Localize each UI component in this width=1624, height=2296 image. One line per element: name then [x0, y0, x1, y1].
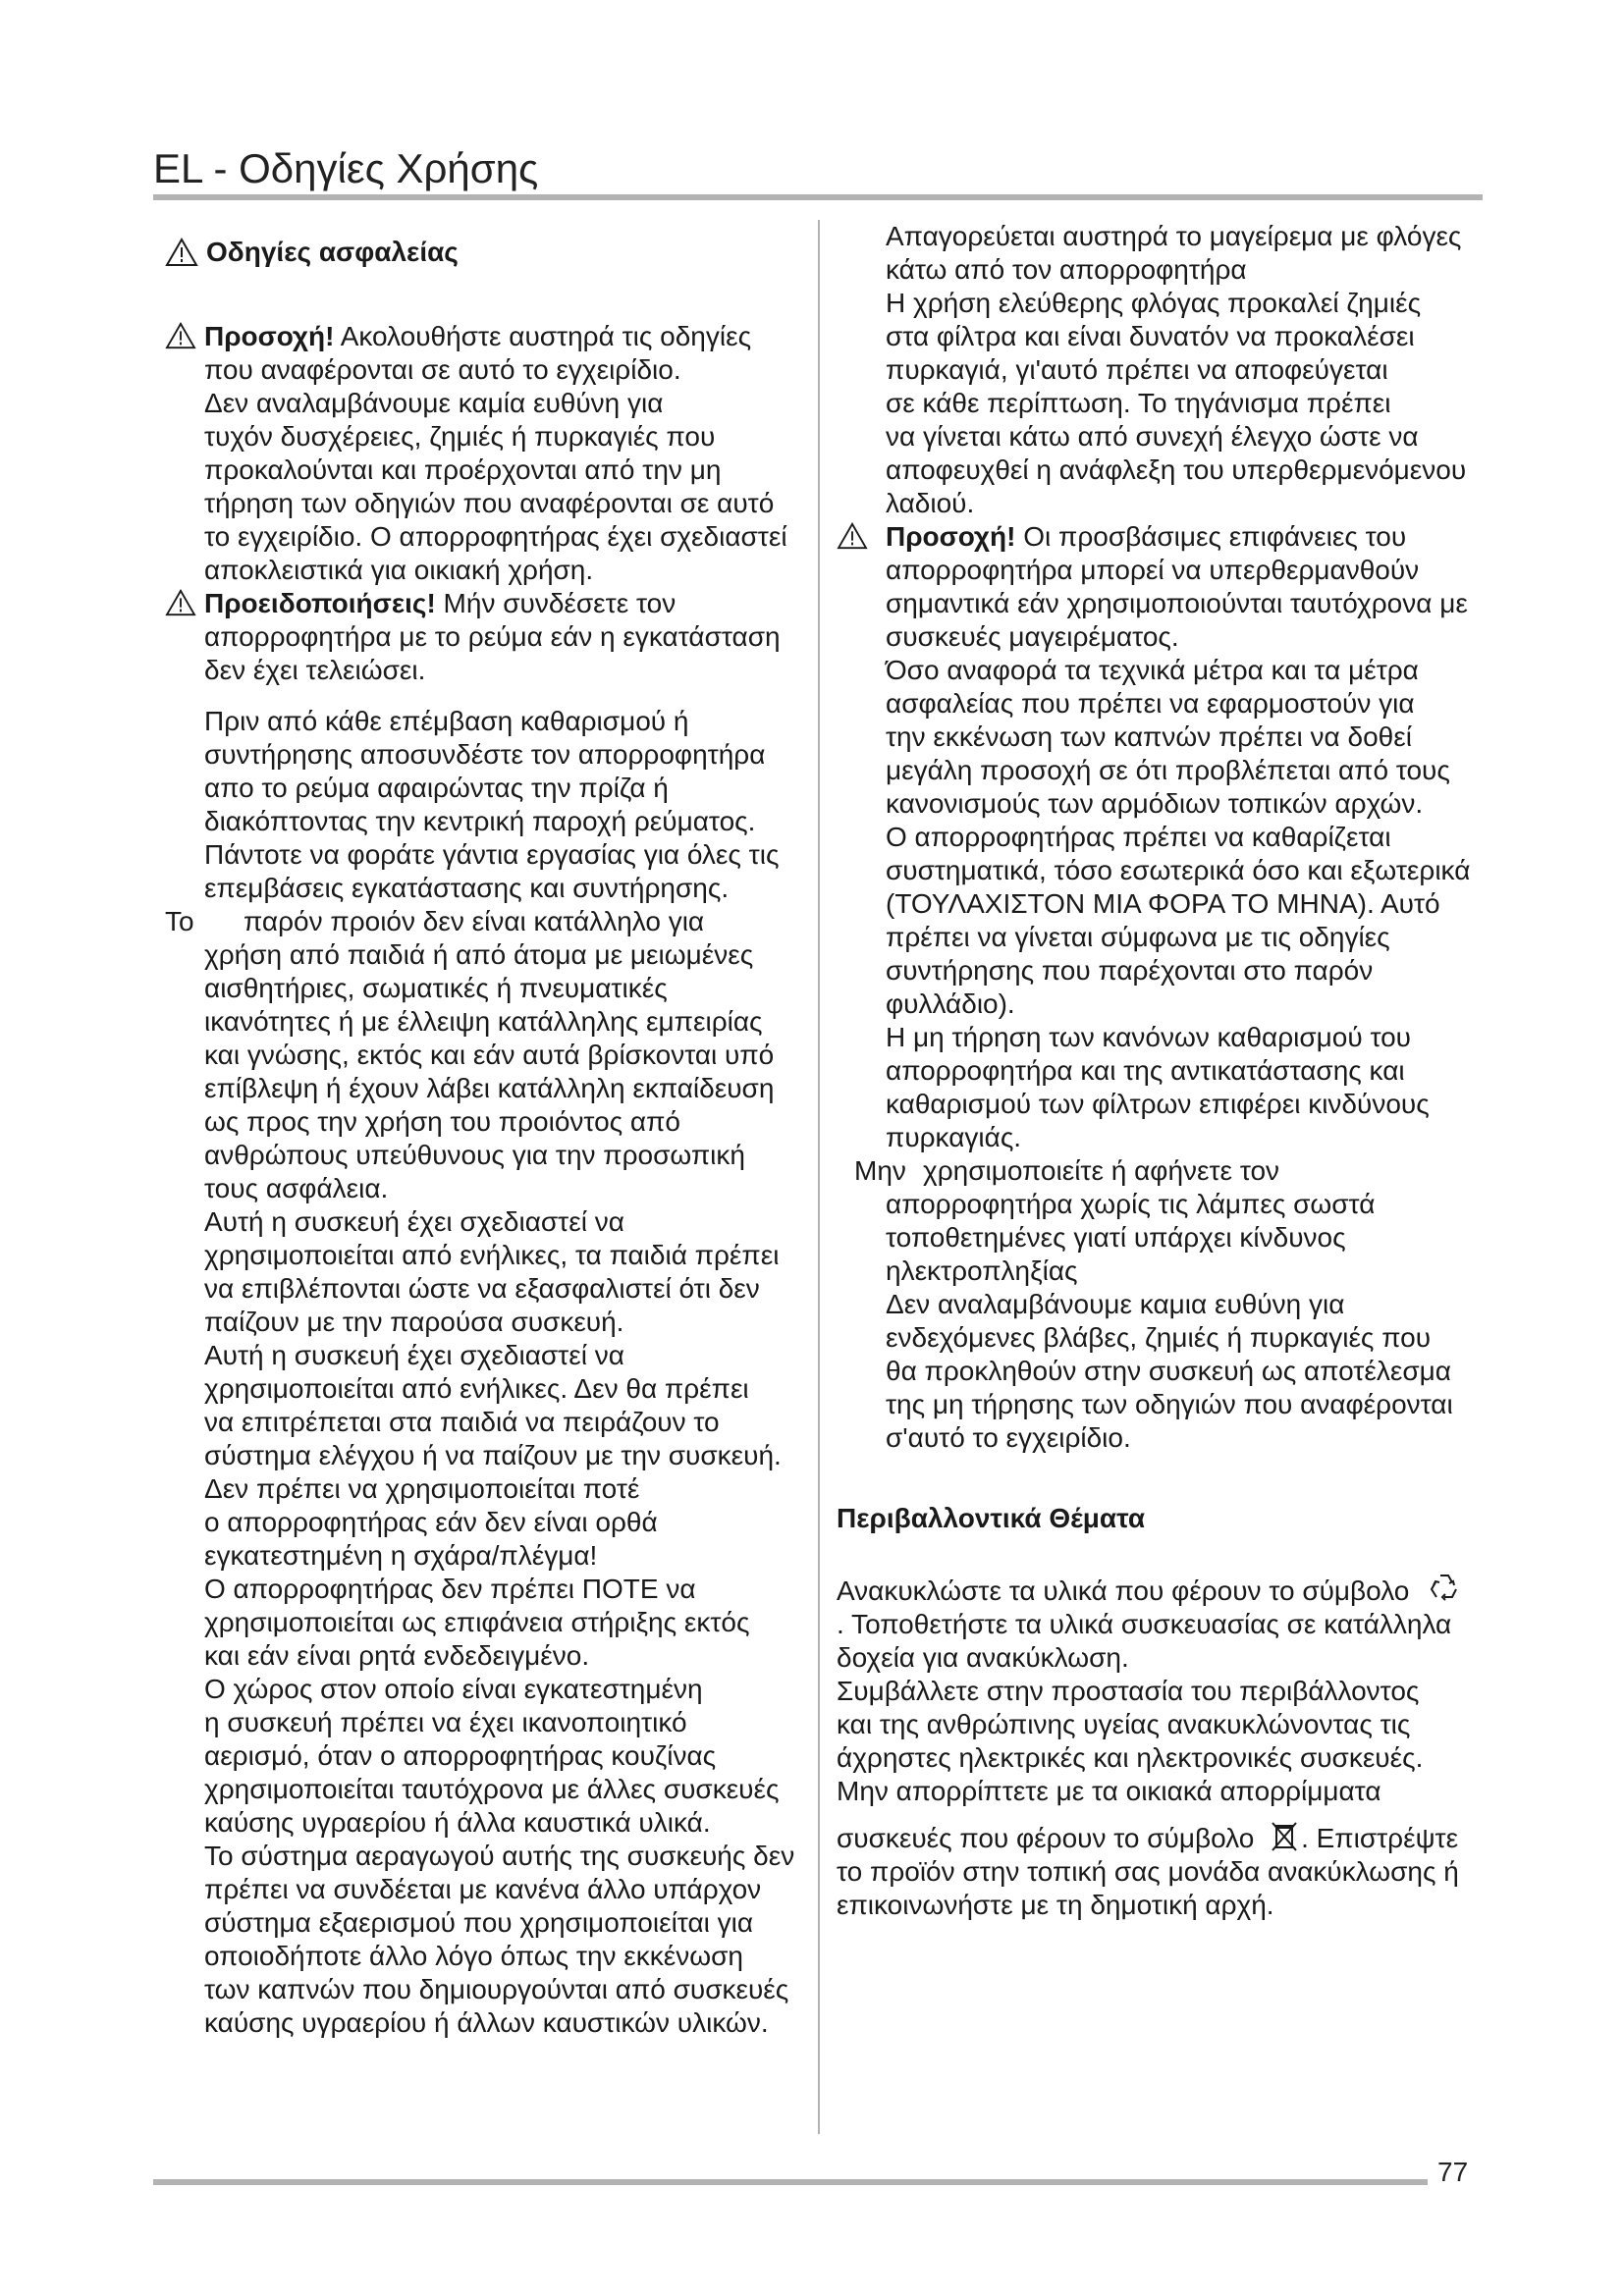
- text-line: και εάν είναι ρητά ενδεδειγμένο.: [204, 1640, 590, 1671]
- text-line: σύστημα εξαερισμού που χρησιμοποιείται για: [204, 1907, 754, 1938]
- text-line: κάτω από τον απορροφητήρα: [886, 254, 1247, 285]
- warning-label: Προειδοποιήσεις!: [204, 588, 436, 618]
- footer-rule: [153, 2179, 1428, 2185]
- text-line: να γίνεται κάτω από συνεχή έλεγχο ώστε να: [886, 421, 1419, 452]
- text-line: φυλλάδιο).: [886, 988, 1015, 1019]
- text-line: . Επιστρέψτε: [1301, 1823, 1459, 1853]
- text-line: χρησιμοποιείται από ενήλικες, τα παιδιά πρέπει: [204, 1240, 780, 1270]
- text-line: τους ασφάλεια.: [204, 1173, 389, 1203]
- text-line: απορροφητήρα χωρίς τις λάμπες σωστά: [886, 1189, 1376, 1219]
- text-line: σύστημα ελέγχου ή να παίζουν με την συσκευή.: [204, 1440, 782, 1470]
- environment-section-title: Περιβαλλοντικά Θέματα: [837, 1503, 1146, 1533]
- text-line: απορροφητήρα μπορεί να υπερθερμανθούν: [886, 555, 1420, 585]
- text-line: Η μη τήρηση των κανόνων καθαρισμού του: [886, 1022, 1411, 1052]
- text-line: απορροφητήρα με το ρεύμα εάν η εγκατάσταση: [204, 621, 781, 652]
- text-line: εγκατεστημένη η σχάρα/πλέγμα!: [204, 1540, 598, 1571]
- text-line: συσκευές που φέρουν το σύμβολο: [837, 1823, 1255, 1853]
- text-word: Μην: [854, 1155, 906, 1186]
- text-line: την εκκένωση των καπνών πρέπει να δοθεί: [886, 721, 1412, 752]
- text-line: τοποθετημένες γιατί υπάρχει κίνδυνος: [886, 1222, 1346, 1253]
- text-line: απορροφητήρα και της αντικατάστασης και: [886, 1055, 1405, 1086]
- text-line: Ο απορροφητήρας δεν πρέπει ΠΟΤΕ να: [204, 1574, 696, 1604]
- text-line: επεμβάσεις εγκατάστασης και συντήρησης.: [204, 873, 730, 903]
- paragraph: [837, 821, 1485, 1021]
- text-line: να επιτρέπεται στα παιδιά να πειράζουν το: [204, 1407, 720, 1437]
- text-line: των καπνών που δημιουργούνται από συσκευές: [204, 1974, 789, 2004]
- text-line: Μήν συνδέσετε τον: [435, 588, 677, 618]
- text-line: Πριν από κάθε επέμβαση καθαρισμού ή: [204, 706, 689, 736]
- text-line: ηλεκτροπληξίας: [886, 1255, 1078, 1286]
- paragraph: [837, 287, 1485, 520]
- paragraph: [165, 1472, 801, 1573]
- text-line: Πάντοτε να φοράτε γάντια εργασίας για όλες τις: [204, 839, 780, 870]
- paragraph: [837, 1288, 1485, 1455]
- text-line: Ο απορροφητήρας πρέπει να καθαρίζεται: [886, 822, 1391, 852]
- text-line: παίζουν με την παρούσα συσκευή.: [204, 1307, 624, 1337]
- text-line: μεγάλη προσοχή σε ότι προβλέπεται από τους: [886, 755, 1450, 785]
- text-line: συντήρησης αποσυνδέστε τον απορροφητήρα: [204, 739, 766, 770]
- text-line: αποφευχθεί η ανάφλεξη του υπερθερμενόμενου: [886, 454, 1467, 485]
- text-line: συστηματικά, τόσο εσωτερικά όσο και εξωτερικά: [886, 855, 1471, 885]
- text-line: σ'αυτό το εγχειρίδιο.: [886, 1422, 1131, 1453]
- text-line: σε κάθε περίπτωση. Το τηγάνισμα πρέπει: [886, 388, 1391, 418]
- warning-paragraph: [165, 587, 801, 687]
- text-line: Αυτή η συσκευή έχει σχεδιαστεί να: [204, 1206, 624, 1237]
- text-line: Οι προσβάσιμες επιφάνειες του: [1015, 521, 1407, 552]
- text-line: τυχόν δυσχέρειες, ζημιές ή πυρκαγιές που: [204, 421, 716, 452]
- text-line: αερισμό, όταν ο απορροφητήρας κουζίνας: [204, 1740, 717, 1771]
- text-line: Συμβάλλετε στην προστασία του περιβάλλοντος: [837, 1676, 1420, 1706]
- text-line: να επιβλέπονται ώστε να εξασφαλιστεί ότι δεν: [204, 1273, 760, 1304]
- text-line: κανονισμούς των αρμόδιων τοπικών αρχών.: [886, 788, 1424, 819]
- right-column: [837, 220, 1485, 1922]
- text-line: λαδιού.: [886, 488, 975, 518]
- paragraph: [165, 1339, 801, 1472]
- paragraph: [837, 1021, 1485, 1154]
- text-line: χρησιμοποιείται από ενήλικες. Δεν θα πρέπει: [204, 1373, 749, 1404]
- text-line: και γνώσης, εκτός και εάν αυτά βρίσκονται υπό: [204, 1040, 775, 1070]
- safety-section-title: [165, 236, 801, 269]
- paragraph: [165, 905, 801, 1205]
- text-line: οποιοδήποτε άλλο λόγο όπως την εκκένωση: [204, 1941, 743, 1971]
- crossed-bin-icon: [1270, 1820, 1299, 1853]
- warning-label: Προσοχή!: [204, 321, 335, 351]
- text-line: Αυτή η συσκευή έχει σχεδιαστεί να: [204, 1340, 624, 1370]
- paragraph: [837, 1154, 1485, 1288]
- paragraph: [165, 1205, 801, 1339]
- text-line: η συσκευή πρέπει να έχει ικανοποιητικό: [204, 1707, 687, 1737]
- text-line: τήρηση των οδηγιών που αναφέρονται σε αυτό: [204, 488, 775, 518]
- text-line: σημαντικά εάν χρησιμοποιούνται ταυτόχρονα με: [886, 588, 1468, 618]
- text-word: Το: [165, 906, 194, 936]
- text-line: και της ανθρώπινης υγείας ανακυκλώνοντας τις: [837, 1709, 1411, 1739]
- text-line: Μην απορρίπτετε με τα οικιακά απορρίμματα: [837, 1776, 1381, 1806]
- text-line: Το σύστημα αεραγωγού αυτής της συσκευής δεν: [204, 1841, 795, 1871]
- text-line: ο απορροφητήρας εάν δεν είναι ορθά: [204, 1507, 658, 1537]
- text-line: πυρκαγιάς.: [886, 1122, 1022, 1152]
- text-line: ανθρώπους υπεύθυνους για την προσωπική: [204, 1140, 745, 1170]
- text-line: που αναφέρονται σε αυτό το εγχειρίδιο.: [204, 354, 681, 385]
- warning-label: Προσοχή!: [886, 521, 1016, 552]
- text-line: χρήση από παιδιά ή από άτομα με μειωμένες: [204, 939, 754, 970]
- text-line: ως προς την χρήση του προιόντος από: [204, 1106, 680, 1137]
- text-line: αποκλειστικά για οικιακή χρήση.: [204, 555, 594, 585]
- text-line: Ανακυκλώστε τα υλικά που φέρουν το σύμβολο: [837, 1575, 1410, 1606]
- text-line: επίβλεψη ή έχουν λάβει κατάλληλη εκπαίδευση: [204, 1073, 775, 1103]
- text-line: πρέπει να γίνεται σύμφωνα με τις οδηγίες: [886, 922, 1390, 952]
- text-line: Όσο αναφορά τα τεχνικά μέτρα και τα μέτρα: [886, 655, 1419, 685]
- text-line: συσκευές μαγειρέματος.: [886, 621, 1179, 652]
- text-line: στα φίλτρα και είναι δυνατόν να προκαλέσει: [886, 321, 1415, 351]
- safety-section-title-text: Οδηγίες ασφαλείας: [206, 237, 459, 267]
- text-line: πυρκαγιά, γι'αυτό πρέπει να αποφεύγεται: [886, 354, 1388, 385]
- text-line: Δεν πρέπει να χρησιμοποιείται ποτέ: [204, 1473, 640, 1504]
- text-line: ικανότητες ή με έλλειψη κατάλληλης εμπειρίας: [204, 1006, 763, 1037]
- warning-icon: [165, 589, 196, 616]
- paragraph: [165, 1573, 801, 1673]
- page-number: 77: [1437, 2157, 1469, 2187]
- warning-icon: [165, 238, 198, 267]
- warning-paragraph: [837, 520, 1485, 654]
- paragraph: [165, 1840, 801, 2040]
- paragraph: [165, 705, 801, 838]
- text-line: ασφαλείας που πρέπει να εφαρμοστούν για: [886, 688, 1415, 719]
- text-line: επικοινωνήστε με τη δημοτική αρχή.: [837, 1890, 1274, 1920]
- text-line: χρησιμοποιείται ως επιφάνεια στήριξης εκτός: [204, 1607, 750, 1637]
- text-line: το προϊόν στην τοπική σας μονάδα ανακύκλωσης ή: [837, 1856, 1459, 1887]
- text-line: Ο χώρος στον οποίο είναι εγκατεστημένη: [204, 1674, 703, 1704]
- text-line: πρέπει να συνδέεται με κανένα άλλο υπάρχον: [204, 1874, 762, 1904]
- text-line: συντήρησης που παρέχονται στο παρόν: [886, 955, 1374, 986]
- text-line: απο το ρεύμα αφαιρώντας την πρίζα ή: [204, 773, 669, 803]
- text-line: παρόν προιόν δεν είναι κατάλληλο για: [244, 906, 705, 936]
- text-line: Δεν αναλαμβάνουμε καμια ευθύνη για: [886, 1289, 1345, 1319]
- paragraph: [837, 654, 1485, 821]
- text-line: Δεν αναλαμβάνουμε καμία ευθύνη για: [204, 388, 664, 418]
- text-line: Ακολουθήστε αυστηρά τις οδηγίες: [334, 321, 752, 351]
- text-line: καύσης υγραερίου ή άλλων καυστικών υλικών.: [204, 2007, 769, 2038]
- paragraph: [165, 1673, 801, 1840]
- text-line: καθαρισμού των φίλτρων επιφέρει κινδύνους: [886, 1089, 1430, 1119]
- page-title: EL - Οδηγίες Χρήσης: [153, 145, 539, 191]
- text-line: το εγχειρίδιο. Ο απορροφητήρας έχει σχεδιαστεί: [204, 521, 787, 552]
- text-line: χρησιμοποιείται ταυτόχρονα με άλλες συσκευές: [204, 1774, 780, 1804]
- text-line: δεν έχει τελειώσει.: [204, 655, 426, 685]
- paragraph: [165, 838, 801, 905]
- text-line: άχρηστες ηλεκτρικές και ηλεκτρονικές συσκευές.: [837, 1742, 1424, 1773]
- left-column: [165, 236, 801, 2040]
- warning-icon: [165, 322, 196, 349]
- warning-icon: [837, 522, 868, 550]
- text-line: ενδεχόμενες βλάβες, ζημιές ή πυρκαγιές που: [886, 1322, 1432, 1353]
- paragraph: [837, 220, 1485, 287]
- text-line: Απαγορεύεται αυστηρά το μαγείρεμα με φλόγες: [886, 221, 1462, 251]
- text-line: καύσης υγραερίου ή άλλα καυστικά υλικά.: [204, 1807, 711, 1838]
- header-rule: [153, 194, 1483, 200]
- text-line: της μη τήρησης των οδηγιών που αναφέρονται: [886, 1389, 1453, 1419]
- text-line: δοχεία για ανακύκλωση.: [837, 1642, 1129, 1673]
- text-line: διακόπτοντας την κεντρική παροχή ρεύματος.: [204, 806, 756, 836]
- warning-paragraph: [165, 320, 801, 587]
- environment-paragraph: [837, 1575, 1485, 1922]
- text-line: Η χρήση ελεύθερης φλόγας προκαλεί ζημιές: [886, 288, 1422, 318]
- text-line: θα προκληθούν στην συσκευή ως αποτέλεσμα: [886, 1356, 1451, 1386]
- text-line: χρησιμοποιείτε ή αφήνετε τον: [923, 1155, 1280, 1186]
- text-line: (ΤΟΥΛΑΧΙΣΤΟΝ ΜΙΑ ΦΟΡΑ ΤΟ ΜΗΝΑ). Αυτό: [886, 888, 1440, 919]
- text-line: . Τοποθετήστε τα υλικά συσκευασίας σε κατάλληλα: [837, 1609, 1452, 1639]
- recycle-icon: [1427, 1572, 1462, 1605]
- column-divider: [818, 220, 820, 2134]
- text-line: προκαλούνται και προέρχονται από την μη: [204, 454, 722, 485]
- text-line: αισθητήριες, σωματικές ή πνευματικές: [204, 973, 668, 1003]
